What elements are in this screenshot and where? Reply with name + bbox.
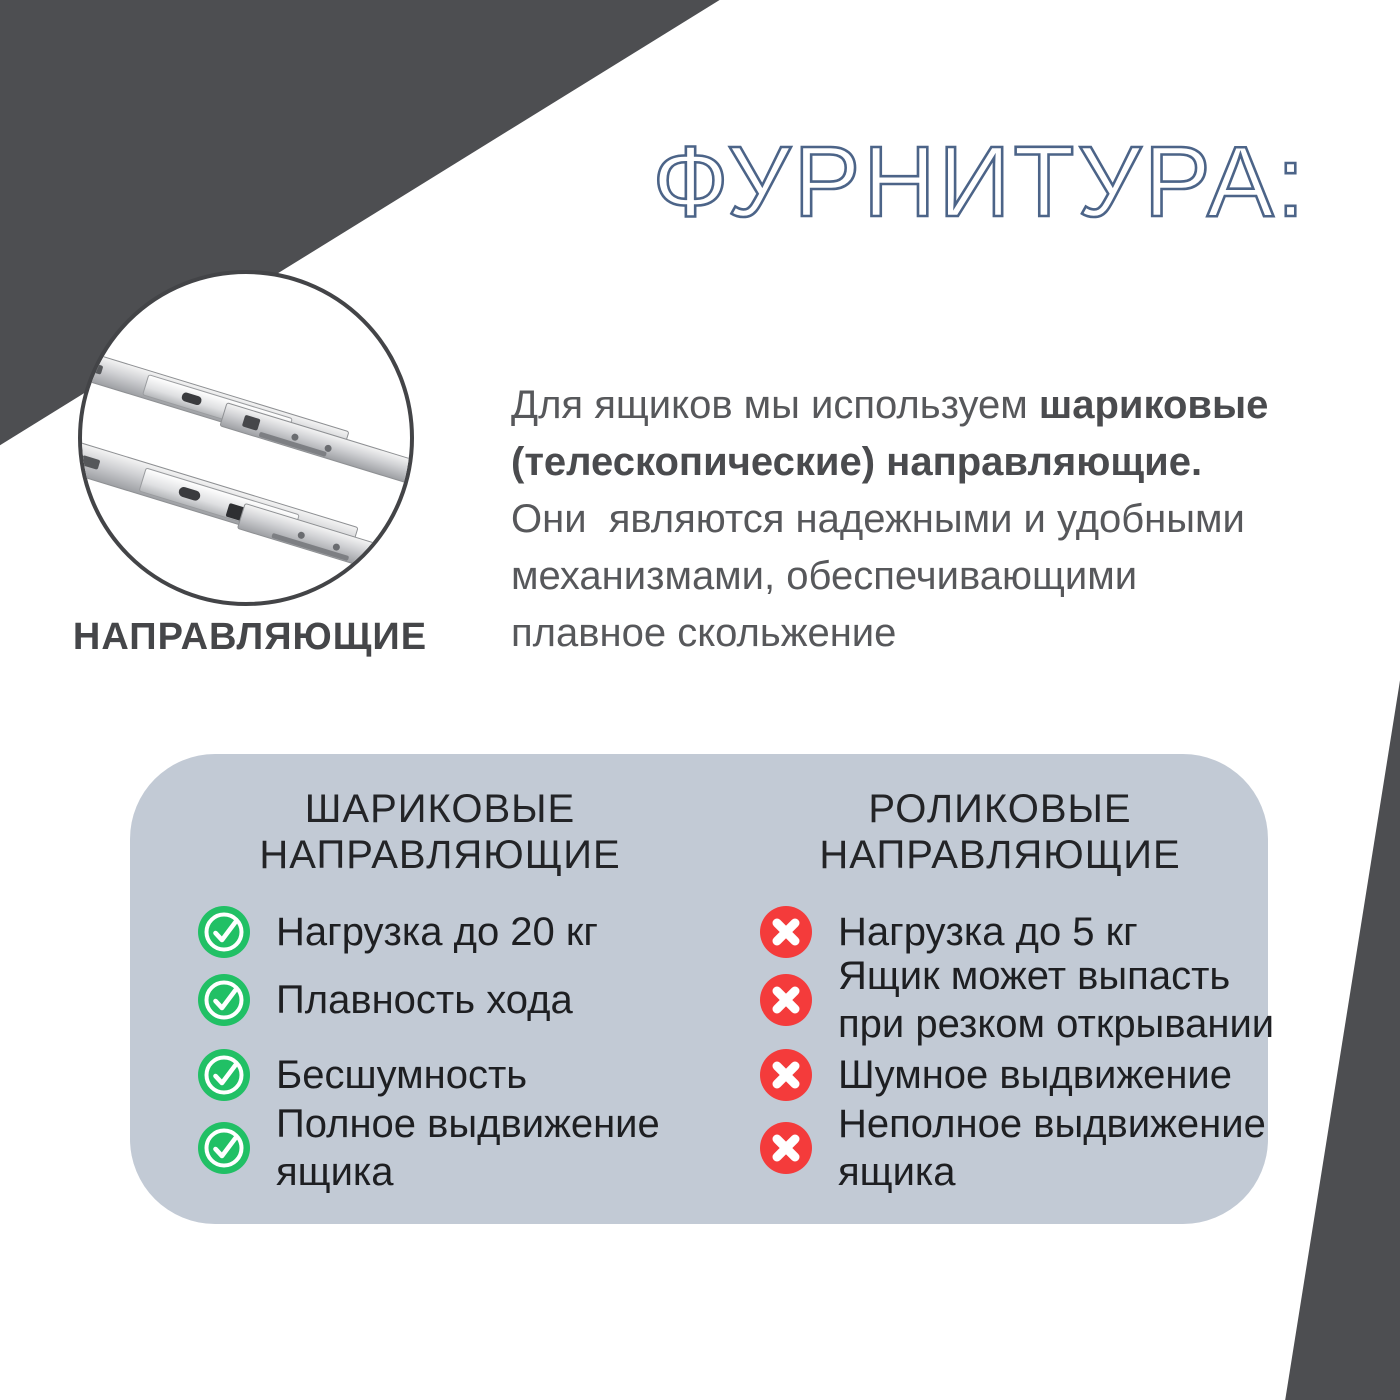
check-circle-icon bbox=[198, 1122, 250, 1174]
check-circle-icon bbox=[198, 974, 250, 1026]
intro-line-1: Для ящиков мы используем шариковые bbox=[511, 383, 1269, 427]
list-item bbox=[760, 1049, 1232, 1101]
page-title-text: ФУРНИТУРА: bbox=[652, 126, 1308, 238]
roller-guides-header: РОЛИКОВЫЕ НАПРАВЛЯЮЩИЕ bbox=[819, 787, 1181, 877]
ball-guides-header: ШАРИКОВЫЕ НАПРАВЛЯЮЩИЕ bbox=[259, 787, 621, 877]
check-circle-icon bbox=[198, 1049, 250, 1101]
list-item bbox=[760, 954, 1275, 1046]
list-item bbox=[198, 1102, 660, 1194]
x-circle-icon bbox=[760, 906, 812, 958]
intro-line-5: плавное скольжение bbox=[511, 611, 897, 655]
x-circle-icon bbox=[760, 1122, 812, 1174]
list-item-label: Полное выдвижение ящика bbox=[276, 1102, 660, 1194]
check-circle-icon bbox=[198, 906, 250, 958]
intro-line-3: Они являются надежными и удобными bbox=[511, 497, 1245, 541]
list-item bbox=[760, 906, 1138, 958]
list-item-label: Неполное выдвижение ящика bbox=[838, 1102, 1266, 1194]
list-item-label: Нагрузка до 20 кг bbox=[276, 910, 598, 954]
x-circle-icon bbox=[760, 974, 812, 1026]
comparison-panel bbox=[130, 754, 1275, 1224]
list-item bbox=[760, 1102, 1266, 1194]
page-title bbox=[540, 112, 1400, 257]
intro-paragraph bbox=[511, 377, 1311, 662]
list-item-label: Плавность хода bbox=[276, 978, 573, 1022]
list-item-label: Шумное выдвижение bbox=[838, 1053, 1233, 1097]
drawer-slides-image bbox=[82, 274, 410, 602]
hero-image-circle bbox=[78, 270, 414, 606]
intro-line-4: механизмами, обеспечивающими bbox=[511, 554, 1138, 598]
intro-line-2: (телескопические) направляющие. bbox=[511, 440, 1203, 484]
list-item-label: Ящик может выпасть при резком открывании bbox=[838, 954, 1275, 1046]
list-item bbox=[198, 974, 573, 1026]
list-item bbox=[198, 906, 598, 958]
x-circle-icon bbox=[760, 1049, 812, 1101]
list-item bbox=[198, 1049, 527, 1101]
hero-caption: НАПРАВЛЯЮЩИЕ bbox=[72, 616, 428, 658]
list-item-label: Бесшумность bbox=[276, 1053, 528, 1097]
list-item-label: Нагрузка до 5 кг bbox=[838, 910, 1138, 954]
